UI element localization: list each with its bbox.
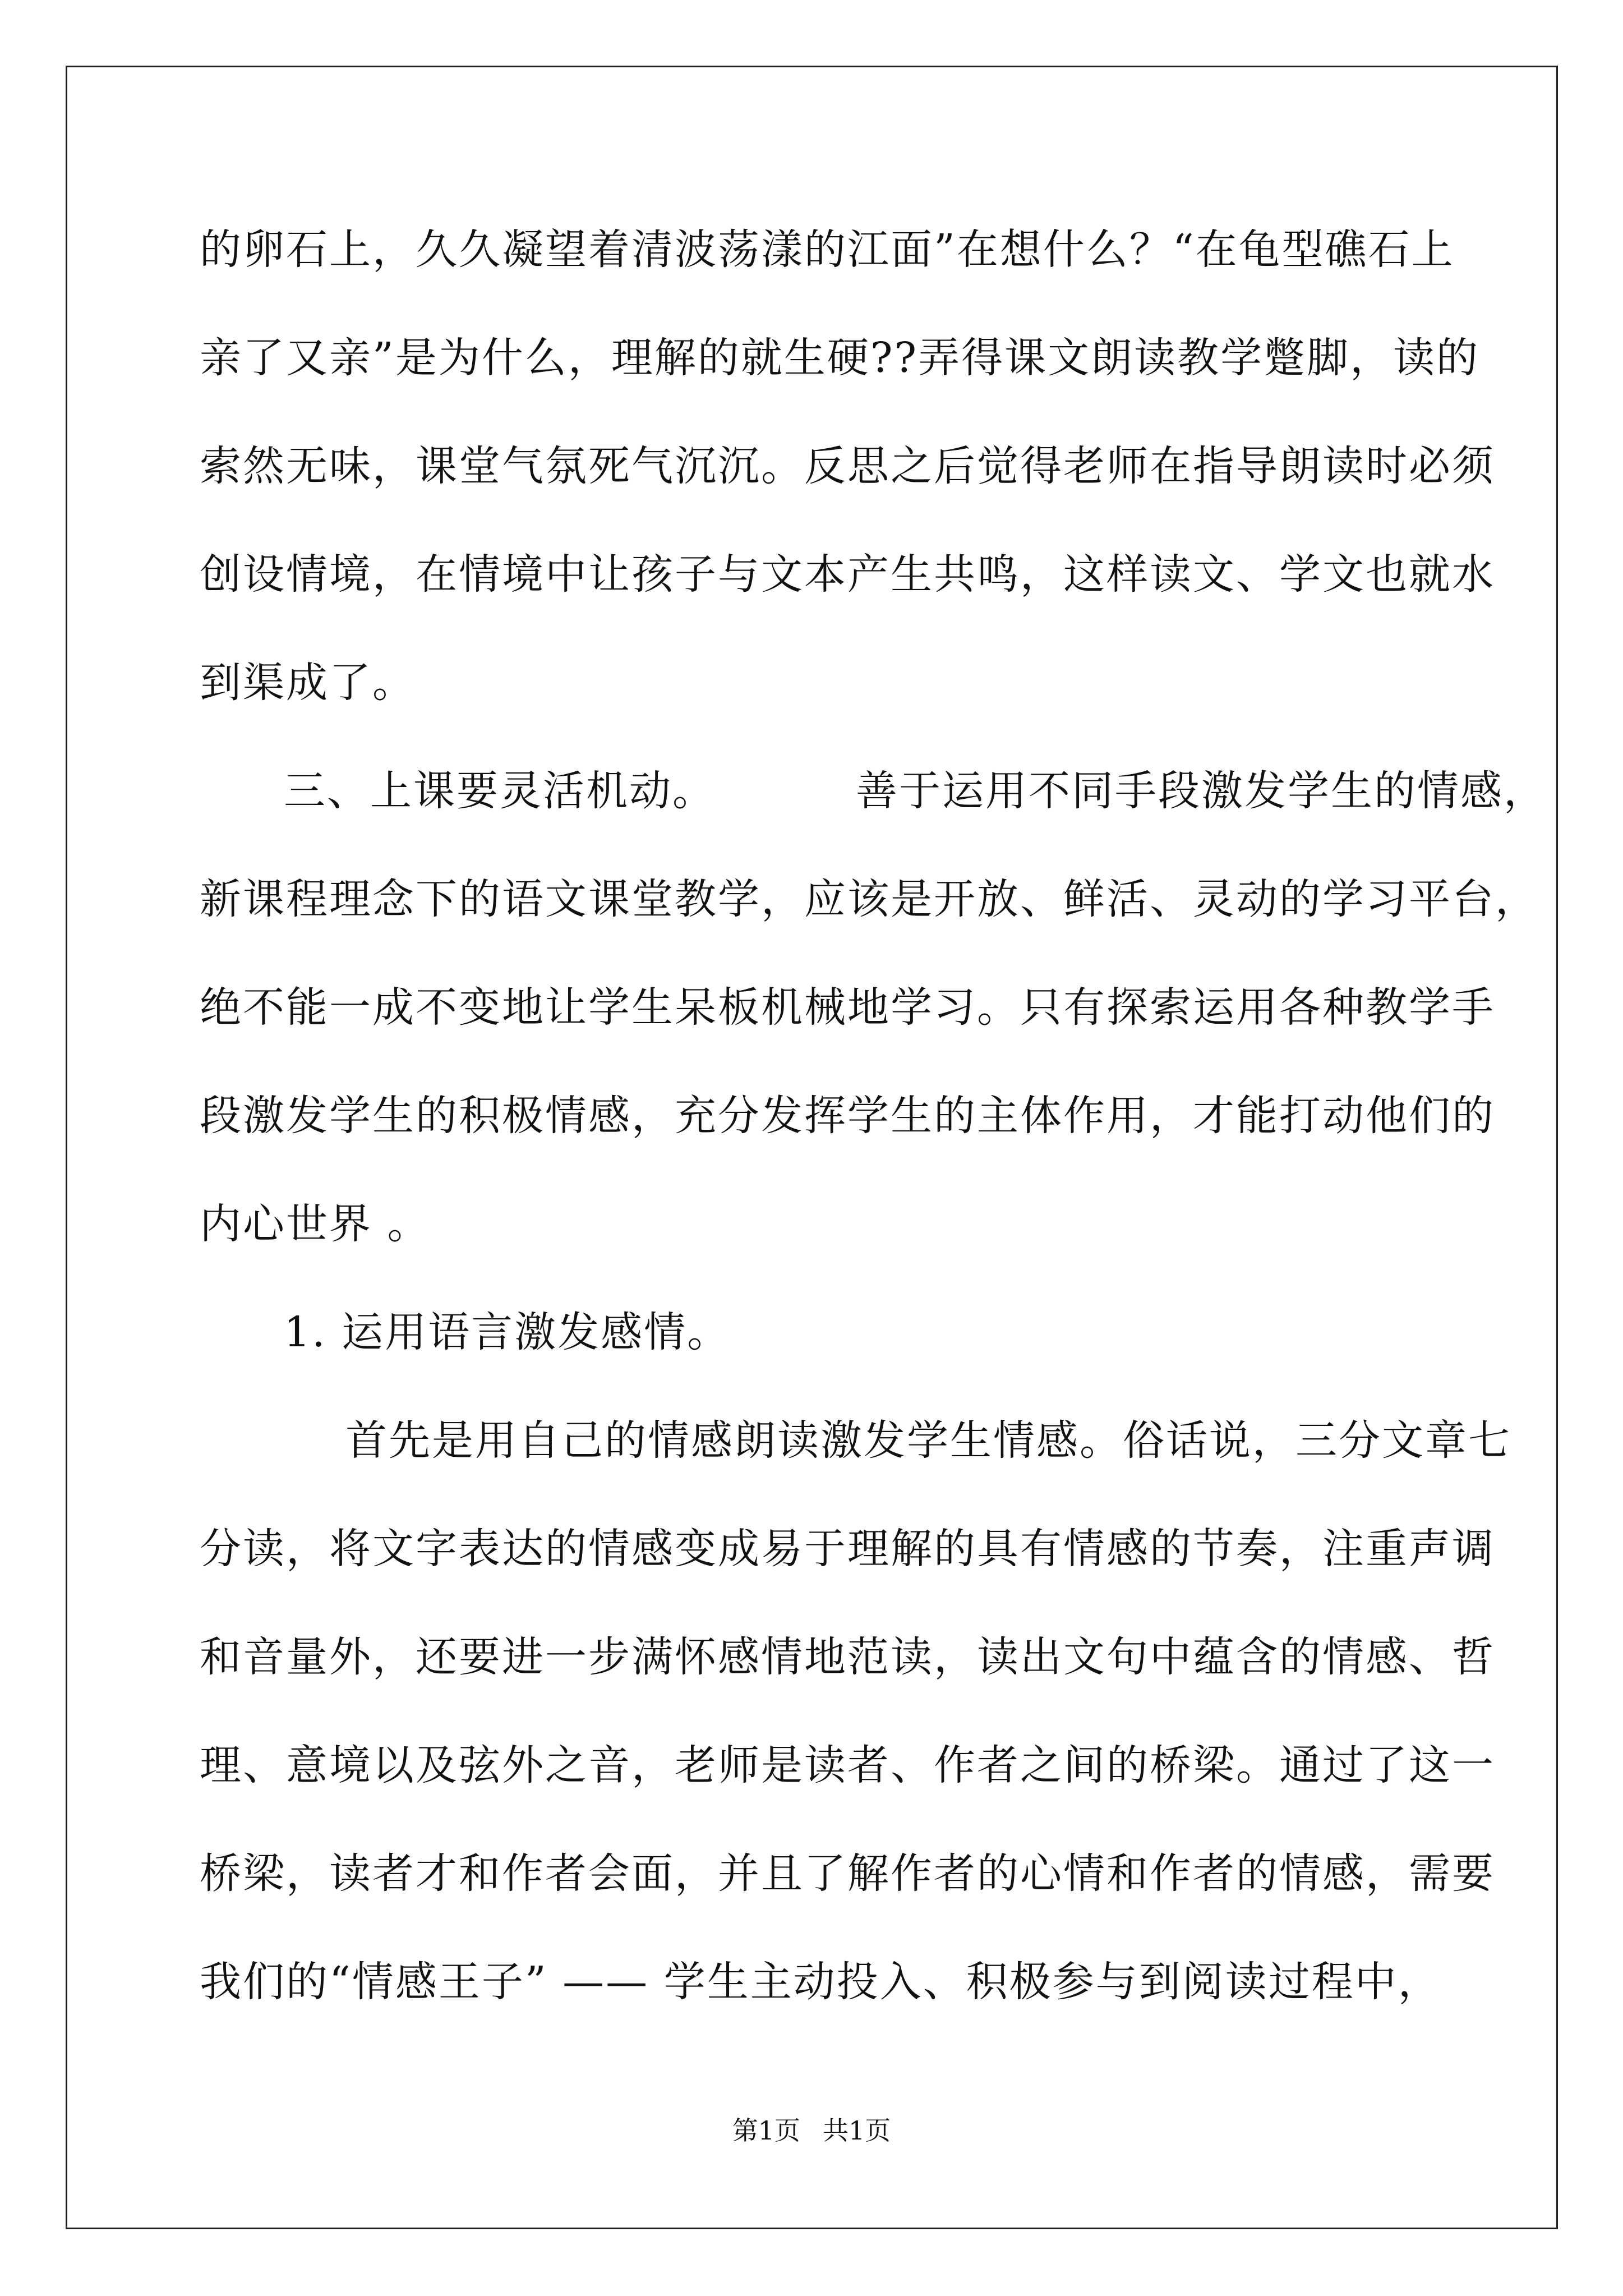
page-number: 第1页 [732, 2115, 800, 2146]
text-line: 分读，将文字表达的情感变成易于理解的具有情感的节奏，注重声调 [200, 1525, 1495, 1573]
text-line: 我们的“情感王子” —— 学生主动投入、积极参与到阅读过程中， [200, 1958, 1441, 2006]
text-line: 绝不能一成不变地让学生呆板机械地学习。只有探索运用各种教学手 [200, 983, 1495, 1032]
section-heading-line [200, 757, 1547, 866]
page-total: 共1页 [823, 2115, 891, 2146]
text-line: 创设情境，在情境中让孩子与文本产生共鸣，这样读文、学文也就水 [200, 550, 1495, 599]
text-line: 内心世界 。 [200, 1200, 431, 1248]
section-heading: 三、上课要灵活机动。 [284, 767, 716, 815]
section-first-sentence: 善于运用不同手段激发学生的情感， [856, 767, 1547, 815]
text-line: 的卵石上，久久凝望着清波荡漾的江面”在想什么？“在龟型礁石上 [200, 226, 1455, 274]
text-line: 段激发学生的积极情感，充分发挥学生的主体作用，才能打动他们的 [200, 1092, 1495, 1140]
text-line: 到渠成了。 [200, 659, 416, 707]
text-line: 新课程理念下的语文课堂教学，应该是开放、鲜活、灵动的学习平台， [200, 875, 1538, 923]
paragraph-first-line: 首先是用自己的情感朗读激发学生情感。俗话说，三分文章七 [345, 1416, 1511, 1465]
text-line: 索然无味，课堂气氛死气沉沉。反思之后觉得老师在指导朗读时必须 [200, 442, 1495, 490]
page-footer [0, 2114, 1623, 2147]
list-item-heading: 1. 运用语言激发感情。 [284, 1308, 731, 1356]
text-line: 和音量外，还要进一步满怀感情地范读，读出文句中蕴含的情感、哲 [200, 1633, 1495, 1681]
document-body [200, 216, 1547, 2056]
text-line: 亲了又亲”是为什么，理解的就生硬??弄得课文朗读教学蹩脚，读的 [200, 334, 1480, 382]
text-line: 桥梁，读者才和作者会面，并且了解作者的心情和作者的情感，需要 [200, 1849, 1495, 1898]
text-line: 理、意境以及弦外之音，老师是读者、作者之间的桥梁。通过了这一 [200, 1741, 1495, 1789]
